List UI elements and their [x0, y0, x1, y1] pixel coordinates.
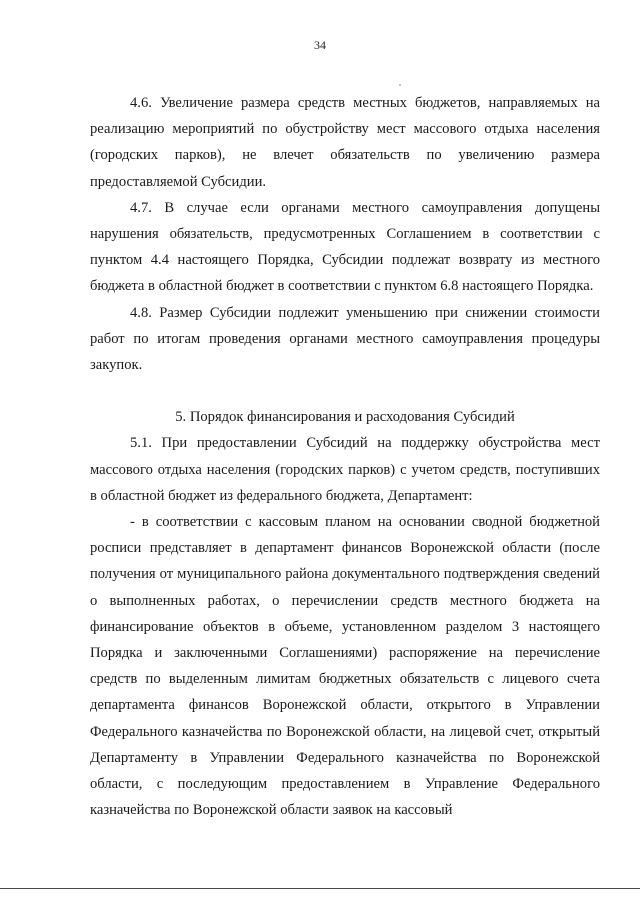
- section-heading: 5. Порядок финансирования и расходования Субсидий: [175, 409, 515, 426]
- paragraph-5-1: 5.1. При предоставлении Субсидий на поддержку обустройства мест массового отдыха населения (городских парков) с учетом средств, поступивших в областной бюджет из федерального бюджета, Департамент:: [90, 435, 600, 504]
- paragraph-4-8: 4.8. Размер Субсидии подлежит уменьшению при снижении стоимости работ по итогам проведения органами местного самоуправления процедуры закупок.: [90, 304, 600, 374]
- paragraph-5-1-item: - в соответствии с кассовым планом на основании сводной бюджетной росписи представляет в департамент финансов Воронежской области (после получения от муниципального района документального подтверждения сведений о выполненных работах, о перечислении средств местного бюджета на финансирование объектов в объеме, установленном разделом 3 настоящего Порядка и заключенными Соглашениями) распоряжение на перечисление средств по выделенным лимитам бюджетных обязательств с лицевого счета департамента финансов Воронежской области, открытого в Управлении Федерального казначейства по Воронежской области, на лицевой счет, открытый Департаменту в Управлении Федерального казначейства по Воронежской области, с последующим предоставлением в Управление Федерального казначейства по Воронежской области заявок на кассовый: [90, 514, 600, 819]
- paragraph-4-6: 4.6. Увеличение размера средств местных бюджетов, направляемых на реализацию мероприятий по обустройству мест массового отдыха населения (городских парков), не влечет обязательств по увеличению размера предоставляемой Субсидии.: [90, 95, 600, 190]
- scan-speck: [399, 84, 401, 86]
- paragraph-4-7: 4.7. В случае если органами местного самоуправления допущены нарушения обязательств, предусмотренных Соглашением в соответствии с пунктом 4.4 настоящего Порядка, Субсидии подлежат возврату из местного бюджета в областной бюджет в соответствии с пунктом 6.8 настоящего Порядка.: [90, 199, 600, 295]
- scan-edge-line: [0, 888, 640, 889]
- document-body: [90, 90, 600, 823]
- page-number: 34: [314, 38, 326, 52]
